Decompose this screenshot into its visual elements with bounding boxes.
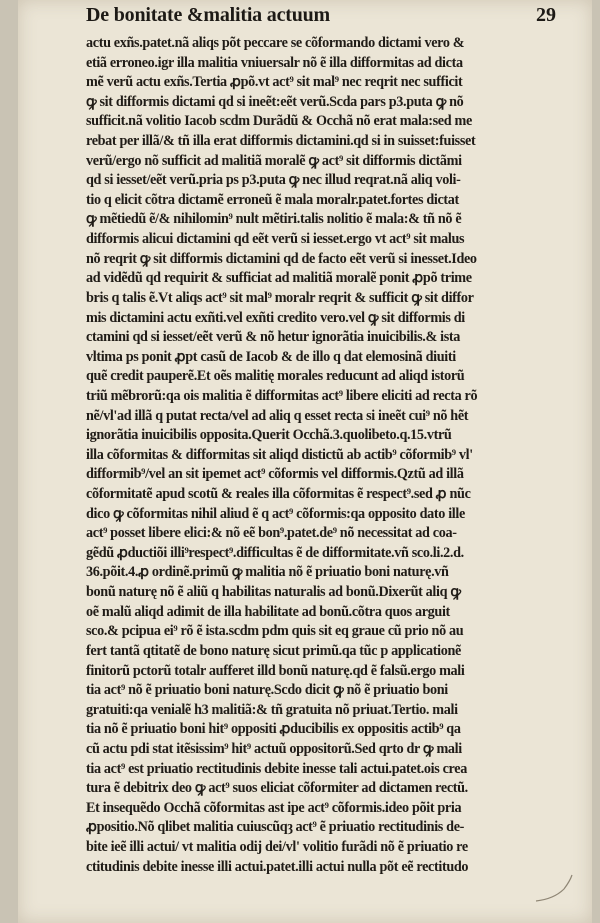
running-head: De bonitate &malitia actuum: [86, 4, 331, 26]
text-line: ctitudinis debite inesse illi actui.patet.illi actui nulla põt eẽ rectitudo: [86, 858, 469, 875]
text-line: mis dictamini actu exñti.vel exñti credito vero.vel ꝙ sit difformis di: [86, 309, 465, 326]
text-line: nẽ/vl'ad illã q putat recta/vel ad aliq q esset recta si ineẽt cui⁹ nõ hẽt: [86, 407, 469, 424]
text-line: tia nõ ẽ priuatio boni hit⁹ oppositi ꝓducibilis ex oppositis actib⁹ qa: [86, 721, 461, 738]
text-line: tia act⁹ nõ ẽ priuatio boni naturę.Scdo dicit ꝙ nõ ẽ priuatio boni: [86, 682, 448, 699]
text-line: Et insequẽdo Occhã cõformitas ast ipe act⁹ cõformis.ideo põit pria: [86, 799, 462, 816]
text-line: gratuiti:qa venialẽ h3 malitiã:& tñ gratuita nõ priuat.Tertio. mali: [86, 701, 458, 718]
text-line: ꝓpositio.Nõ qlibet malitia cuiuscũqȝ act⁹ ẽ priuatio rectitudinis de-: [86, 819, 465, 836]
text-line: tio q elicit cõtra dictamẽ erroneũ ẽ mala moralr.patet.fortes dictat: [86, 191, 459, 208]
text-line: ꝙ mẽtiedũ ẽ/& nihilomin⁹ nult mẽtiri.talis nolitio ẽ mala:& tñ nõ ẽ: [86, 211, 462, 228]
text-line: act⁹ posset libere elici:& nõ eẽ bon⁹.patet.de⁹ nõ necessitat ad coa-: [86, 525, 457, 542]
folio-number: 29: [536, 4, 556, 26]
text-line: gẽdũ ꝓductiõi illi⁹respect⁹.difficultas ẽ de difformitate.vñ sco.li.2.d.: [86, 544, 464, 561]
text-line: nõ reqrit ꝙ sit difformis dictamini qd de facto eẽt verũ si inesset.Ideo: [86, 250, 477, 267]
text-line: ctamini qd si iesset/eẽt verũ & nõ hetur ignorãtia inuicibilis.& ista: [86, 329, 461, 346]
text-line: difformib⁹/vel an sit ipemet act⁹ cõformis vel difformis.Qztũ ad illã: [86, 466, 464, 483]
text-line: bris q talis ẽ.Vt aliqs act⁹ sit mal⁹ moralr reqrit & sufficit ꝙ sit diffor: [86, 289, 474, 306]
text-line: illa cõformitas & difformitas sit aliqd distictũ ab actib⁹ cõformib⁹ vl': [86, 446, 473, 463]
text-line: oẽ malũ aliqd adimit de illa habilitate ad bonũ.cõtra quos arguit: [86, 603, 450, 620]
text-line: 36.põit.4.ꝓ ordinẽ.primũ ꝙ malitia nõ ẽ priuatio boni naturę.vñ: [86, 564, 449, 581]
text-line: dico ꝙ cõformitas nihil aliud ẽ q act⁹ cõformis:qa opposito dato ille: [86, 505, 465, 522]
text-line: tura ẽ debitrix deo ꝙ act⁹ suos eliciat cõformiter ad dictamen rectũ.: [86, 780, 468, 797]
text-line: vltima ps ponit ꝓpt casũ de Iacob & de illo q dat elemosinã diuiti: [86, 348, 456, 365]
text-line: bite ieẽ illi actui/ vt malitia odij dei/vl' volitio furãdi nõ ẽ priuatio re: [86, 838, 468, 855]
text-line: mẽ verũ actu exñs.Tertia ꝓpõ.vt act⁹ sit mal⁹ nec reqrit nec sufficit: [86, 74, 463, 91]
text-line: difformis alicui dictamini qd eẽt verũ si iesset.ergo vt act⁹ sit malus: [86, 231, 465, 248]
text-line: finitorũ pctorũ totalr aufferet illd bonũ naturę.qd ẽ falsũ.ergo mali: [86, 662, 465, 679]
text-line: cũ actu pdi stat itẽsissim⁹ hit⁹ actuũ oppositorũ.Sed qrto dr ꝙ mali: [86, 740, 462, 757]
text-line: fert tantã qtitatẽ de bono naturę sicut primũ.qa tũc p applicationẽ: [86, 642, 461, 659]
text-line: sufficit.nã volitio Iacob scdm Durãdũ & Occhã nõ erat mala:sed me: [86, 113, 472, 130]
text-line: rebat per illã/& tñ illa erat difformis dictamini.qd si in suisset:fuisset: [86, 133, 476, 150]
body-text: [86, 34, 558, 877]
text-line: actu exñs.patet.nã aliqs põt peccare se cõformando dictami vero &: [86, 35, 465, 51]
text-line: etiã erroneo.igr illa malitia vniuersalr nõ ẽ illa difformitas ad dicta: [86, 54, 463, 71]
text-line: ꝙ sit difformis dictami qd si ineẽt:eẽt verũ.Scda pars p3.puta ꝙ nõ: [86, 93, 464, 110]
text-line: verũ/ergo nõ sufficit ad malitiã moralẽ ꝙ act⁹ sit difformis dictãmi: [86, 152, 462, 169]
text-line: cõformitatẽ apud scotũ & reales illa cõformitas ẽ respect⁹.sed ꝓ nũc: [86, 486, 471, 503]
book-page: [18, 0, 592, 923]
text-line: ad vidẽdũ qd requirit & sufficiat ad malitiã moralẽ ponit ꝓpõ trime: [86, 270, 472, 287]
text-line: triũ mẽbrorũ:qa ois malitia ẽ difformitas act⁹ libere eliciti ad recta rõ: [86, 387, 478, 404]
text-line: tia act⁹ est priuatio rectitudinis debite inesse tali actui.patet.ois crea: [86, 760, 467, 777]
page-header: [86, 4, 556, 32]
text-line: sco.& pcipua ei⁹ rõ ẽ ista.scdm pdm quis sit eq graue cũ prio nõ au: [86, 623, 464, 640]
text-line: qd si iesset/eẽt verũ.pria ps p3.puta ꝙ nec illud reqrat.nã aliq voli-: [86, 172, 461, 189]
text-line: quẽ credit pauperẽ.Et oẽs malitię morales reducunt ad aliqd istorũ: [86, 368, 465, 385]
page-curl-icon: [534, 873, 574, 903]
text-line: bonũ naturę nõ ẽ aliũ q habilitas naturalis ad bonũ.Dixerũt aliq ꝙ: [86, 584, 461, 601]
text-line: ignorãtia inuicibilis opposita.Querit Occhã.3.quolibeto.q.15.vtrũ: [86, 427, 452, 444]
